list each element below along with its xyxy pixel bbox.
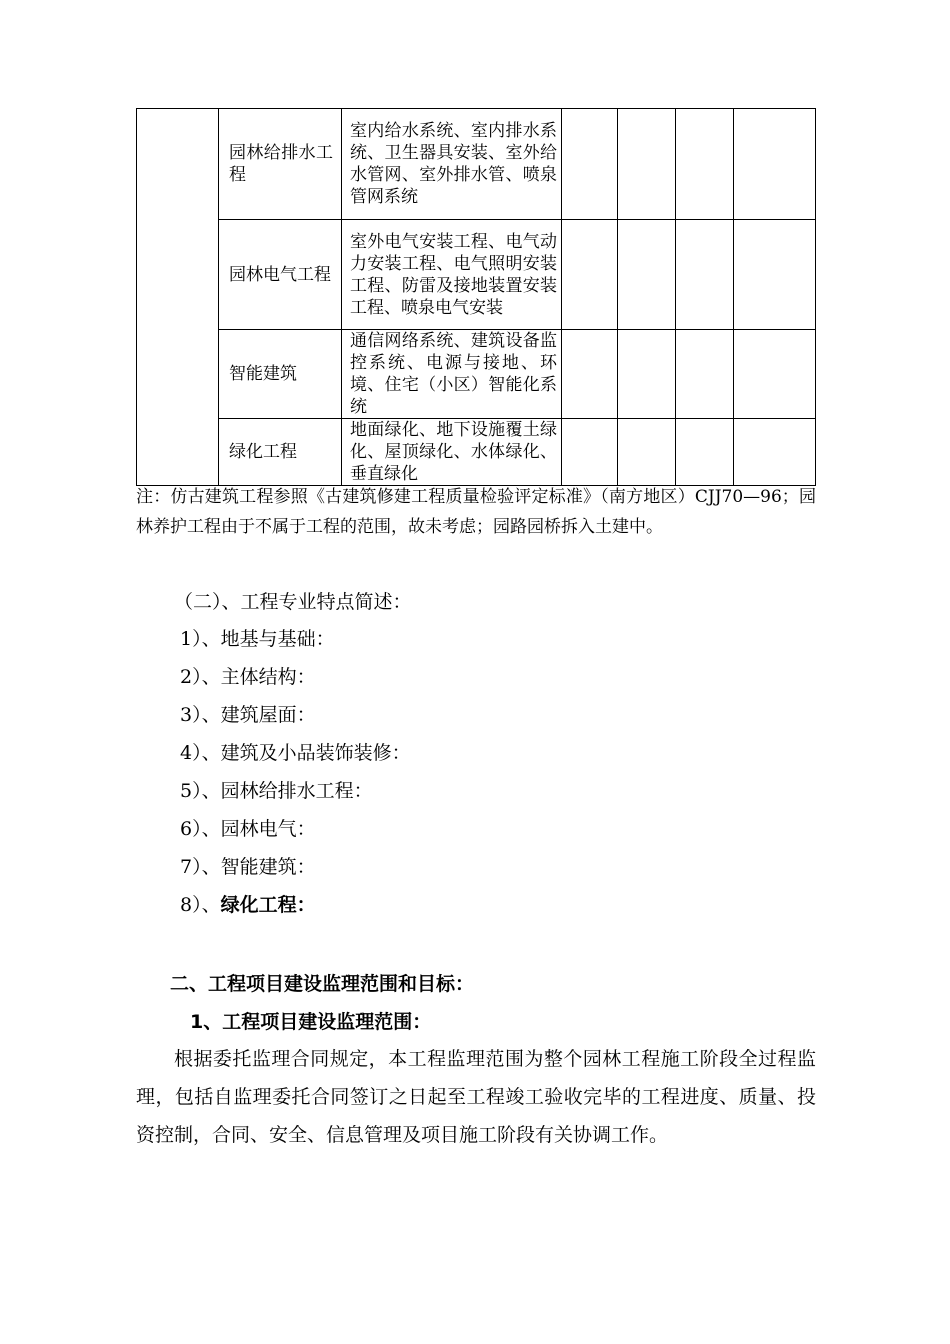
list-number: 8）、 bbox=[180, 894, 221, 916]
list-item-label: 地基与基础： bbox=[220, 628, 335, 650]
table-cell-content: 室外电气安装工程、电气动力安装工程、电气照明安装工程、防雷及接地装置安装工程、喷泉电气安装 bbox=[342, 220, 562, 330]
list-item-label: 建筑屋面： bbox=[220, 704, 316, 726]
list-item bbox=[180, 815, 316, 843]
table-cell-empty bbox=[618, 330, 676, 419]
table-cell-merged bbox=[137, 109, 219, 486]
list-item bbox=[180, 853, 316, 881]
table-cell-empty bbox=[676, 330, 734, 419]
table-cell-empty bbox=[562, 220, 618, 330]
list-number: 6）、 bbox=[180, 818, 221, 840]
table-cell-empty bbox=[562, 109, 618, 220]
table-cell-empty bbox=[676, 419, 734, 486]
table-cell-empty bbox=[734, 330, 816, 419]
chapter-heading: 二、工程项目建设监理范围和目标： bbox=[170, 973, 475, 995]
table-cell-empty bbox=[734, 109, 816, 220]
table-row bbox=[137, 419, 816, 486]
list-number: 4）、 bbox=[180, 742, 221, 764]
list-item bbox=[180, 663, 316, 691]
list-number: 2）、 bbox=[180, 666, 221, 688]
table-cell-empty bbox=[562, 330, 618, 419]
list-number: 5）、 bbox=[180, 780, 221, 802]
table-cell-category: 绿化工程 bbox=[219, 419, 342, 486]
table-cell-empty bbox=[676, 220, 734, 330]
table-cell-empty bbox=[734, 419, 816, 486]
table-cell-empty bbox=[676, 109, 734, 220]
list-item bbox=[180, 739, 411, 767]
list-item bbox=[180, 625, 335, 653]
scope-paragraph: 根据委托监理合同规定，本工程监理范围为整个园林工程施工阶段全过程监理，包括自监理委托合同签订之日起至工程竣工验收完毕的工程进度、质量、投资控制，合同、安全、信息管理及项目施工阶段有关协调工作。 bbox=[136, 1048, 816, 1146]
list-item bbox=[180, 701, 316, 729]
list-item-label: 园林电气： bbox=[220, 818, 316, 840]
sub-heading: 1、工程项目建设监理范围： bbox=[190, 1011, 432, 1033]
table-cell-category: 智能建筑 bbox=[219, 330, 342, 419]
table-row bbox=[137, 220, 816, 330]
table-cell-content: 地面绿化、地下设施覆土绿化、屋顶绿化、水体绿化、垂直绿化 bbox=[342, 419, 562, 486]
table-cell-content: 室内给水系统、室内排水系统、卫生器具安装、室外给水管网、室外排水管、喷泉管网系统 bbox=[342, 109, 562, 220]
table-row bbox=[137, 109, 816, 220]
list-item bbox=[180, 777, 373, 805]
table-footnote: 注：仿古建筑工程参照《古建筑修建工程质量检验评定标准》（南方地区）CJJ70—96；园林养护工程由于不属于工程的范围，故未考虑；园路园桥拆入土建中。 bbox=[136, 487, 816, 537]
list-item-label: 智能建筑： bbox=[220, 856, 316, 878]
table-cell-empty bbox=[734, 220, 816, 330]
table-cell-empty bbox=[562, 419, 618, 486]
list-item-label: 园林给排水工程： bbox=[220, 780, 373, 802]
list-number: 7）、 bbox=[180, 856, 221, 878]
table-row bbox=[137, 330, 816, 419]
quality-division-table bbox=[136, 108, 816, 486]
section-heading: （二）、工程专业特点简述： bbox=[174, 591, 412, 613]
list-item-label: 主体结构： bbox=[220, 666, 316, 688]
table-cell-category: 园林电气工程 bbox=[219, 220, 342, 330]
list-item-label: 建筑及小品装饰装修： bbox=[220, 742, 411, 764]
table-cell-empty bbox=[618, 220, 676, 330]
list-item-label: 绿化工程： bbox=[220, 894, 316, 916]
table-cell-empty bbox=[618, 419, 676, 486]
list-number: 3）、 bbox=[180, 704, 221, 726]
table-cell-content: 通信网络系统、建筑设备监控系统、电源与接地、环境、住宅（小区）智能化系统 bbox=[342, 330, 562, 419]
table-cell-empty bbox=[618, 109, 676, 220]
list-item bbox=[180, 891, 316, 919]
table-cell-category: 园林给排水工程 bbox=[219, 109, 342, 220]
list-number: 1）、 bbox=[180, 628, 221, 650]
